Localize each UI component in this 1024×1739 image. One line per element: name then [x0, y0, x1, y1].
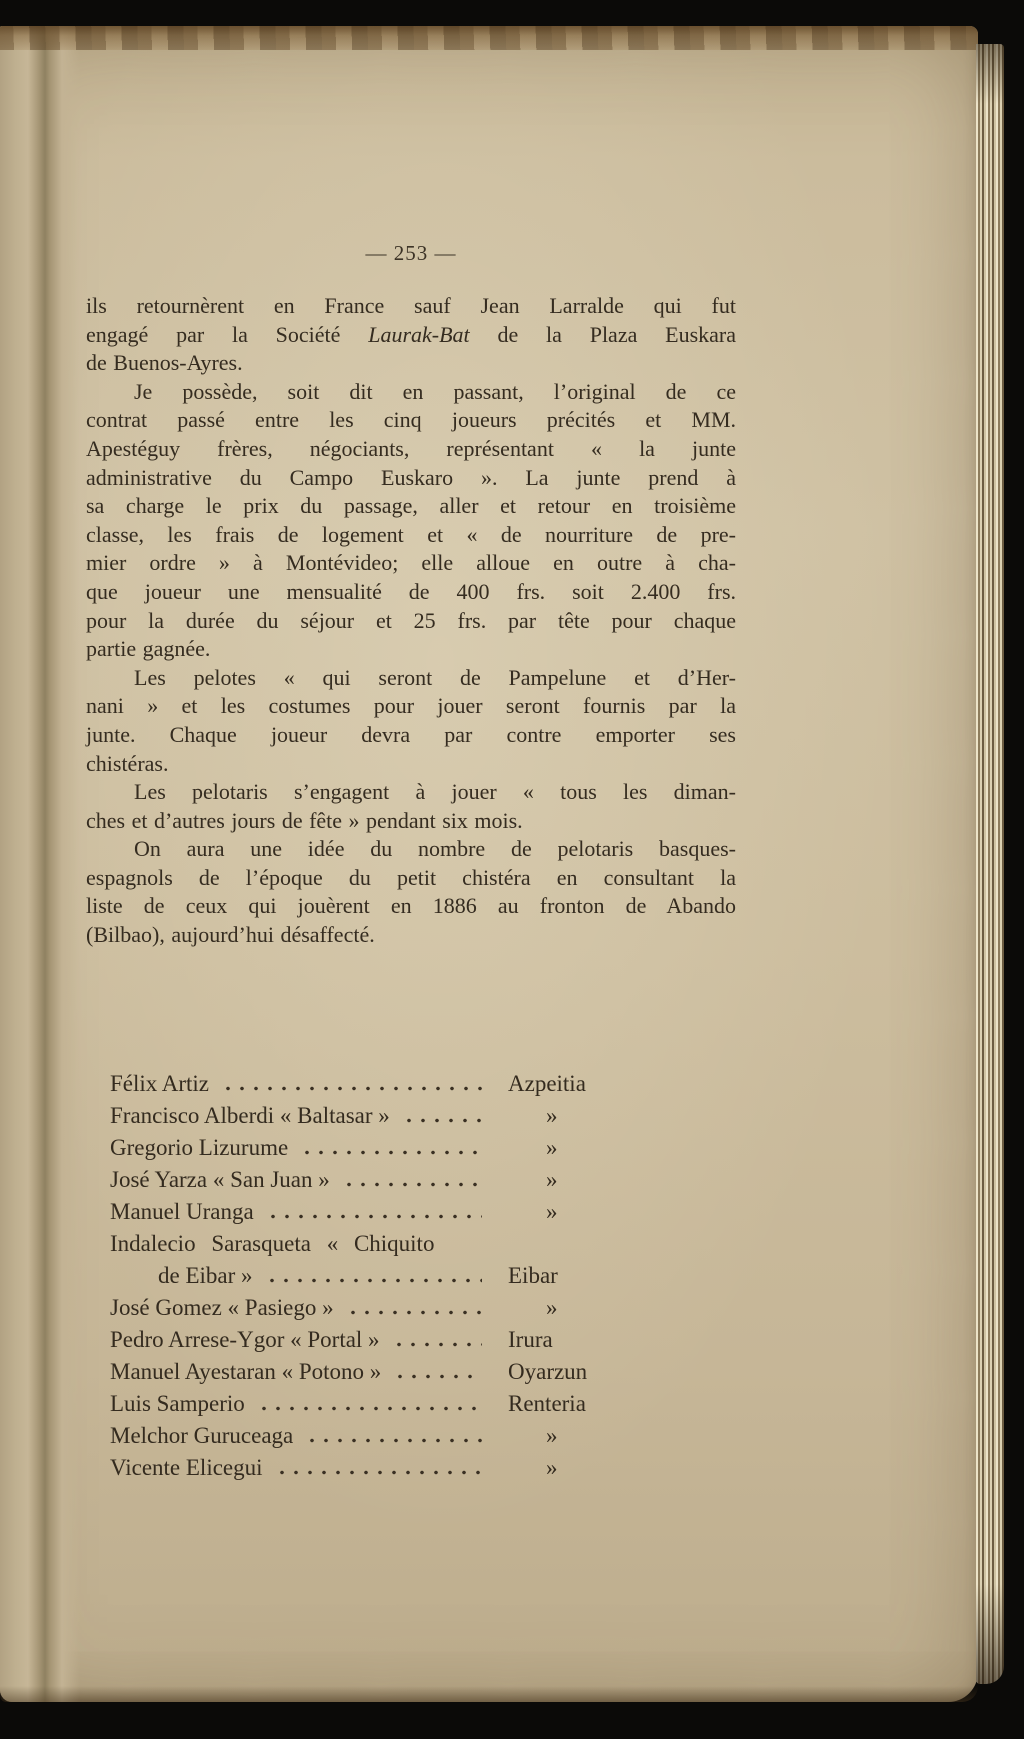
text-line: administrative du Campo Euskaro ». La junte prend à	[86, 464, 736, 490]
leader-dots	[221, 1068, 482, 1100]
player-list	[86, 1068, 676, 1484]
player-name: Gregorio Lizurume	[110, 1134, 289, 1160]
player-place: »	[546, 1294, 558, 1320]
text-line: (Bilbao), aujourd’hui désaffecté.	[86, 922, 375, 948]
text-line: Je possède, soit dit en passant, l’original de ce	[134, 378, 736, 404]
leader-dots	[346, 1292, 482, 1324]
page-gutter-fold	[0, 26, 80, 1702]
page-number: — 253 —	[365, 241, 457, 265]
player-place: »	[546, 1102, 558, 1128]
list-row	[110, 1164, 676, 1196]
player-place: »	[546, 1166, 558, 1192]
player-place: Irura	[508, 1326, 553, 1352]
player-name: Manuel Ayestaran « Potono »	[110, 1358, 382, 1384]
player-name: Pedro Arrese-Ygor « Portal »	[110, 1326, 380, 1352]
leader-dots	[266, 1196, 482, 1228]
body-text	[86, 292, 736, 950]
player-place: Oyarzun	[508, 1358, 588, 1384]
player-place: »	[546, 1134, 558, 1160]
text-line: Les pelotaris s’engagent à jouer « tous les diman-	[134, 779, 736, 805]
page-bottom-shade	[0, 1686, 978, 1702]
paragraph	[86, 664, 736, 778]
text-line: nani » et les costumes pour jouer seront fournis par la	[86, 693, 736, 719]
player-name: Manuel Uranga	[110, 1198, 254, 1224]
player-name: José Yarza « San Juan »	[110, 1166, 330, 1192]
list-row	[110, 1420, 676, 1452]
list-row	[110, 1292, 676, 1324]
list-row	[110, 1388, 676, 1420]
player-place: »	[546, 1454, 558, 1480]
player-name: Indalecio Sarasqueta « Chiquito	[110, 1230, 435, 1256]
text-segment: de la Plaza Euskara	[469, 321, 737, 347]
text-line: classe, les frais de logement et « de nourriture de pre-	[86, 521, 736, 547]
leader-dots	[402, 1100, 482, 1132]
player-name: Félix Artiz	[110, 1070, 210, 1096]
list-row	[110, 1132, 676, 1164]
player-place: Azpeitia	[508, 1070, 586, 1096]
leader-dots	[265, 1260, 482, 1292]
text-line: Apestéguy frères, négociants, représentant « la junte	[86, 435, 736, 461]
paragraph	[86, 378, 736, 664]
player-name: Melchor Guruceaga	[110, 1422, 294, 1448]
list-row	[110, 1196, 676, 1228]
leader-dots	[300, 1132, 482, 1164]
leader-dots	[392, 1324, 482, 1356]
text-line: ils retournèrent en France sauf Jean Larralde qui fut	[86, 293, 736, 318]
list-row	[110, 1068, 676, 1100]
list-row	[110, 1260, 676, 1292]
text-line: liste de ceux qui jouèrent en 1886 au fronton de Abando	[86, 893, 736, 919]
player-name: José Gomez « Pasiego »	[110, 1294, 334, 1320]
player-name: de Eibar »	[158, 1262, 253, 1288]
italic-text-segment: Laurak-Bat	[368, 321, 470, 347]
leader-dots	[275, 1452, 482, 1484]
list-row	[110, 1324, 676, 1356]
text-line: junte. Chaque joueur devra par contre emporter ses	[86, 721, 736, 747]
player-place: »	[546, 1422, 558, 1448]
text-line	[86, 321, 736, 350]
text-line: mier ordre » à Montévideo; elle alloue en outre à cha-	[86, 550, 736, 576]
text-segment: engagé par la Société	[86, 321, 369, 347]
text-line: Les pelotes « qui seront de Pampelune et d’Her-	[134, 664, 736, 690]
text-line: contrat passé entre les cinq joueurs précités et MM.	[86, 407, 736, 433]
paragraph	[86, 835, 736, 949]
player-place: Renteria	[508, 1390, 586, 1416]
page-top-deckle-edge	[0, 26, 978, 50]
leader-dots	[257, 1388, 482, 1420]
leader-dots	[305, 1420, 482, 1452]
text-line: partie gagnée.	[86, 636, 211, 662]
player-place: Eibar	[508, 1262, 558, 1288]
player-name: Francisco Alberdi « Baltasar »	[110, 1102, 390, 1128]
list-row	[110, 1356, 676, 1388]
leader-dots	[393, 1356, 482, 1388]
list-row	[110, 1100, 676, 1132]
player-name: Luis Samperio	[110, 1390, 245, 1416]
paragraph	[86, 778, 736, 835]
text-line: que joueur une mensualité de 400 frs. soit 2.400 frs.	[86, 578, 736, 604]
list-row	[110, 1228, 676, 1260]
player-place: »	[546, 1198, 558, 1224]
list-row	[110, 1452, 676, 1484]
text-line: On aura une idée du nombre de pelotaris basques-	[134, 836, 736, 862]
text-line: de Buenos-Ayres.	[86, 350, 243, 376]
player-name: Vicente Elicegui	[110, 1454, 263, 1480]
paragraph	[86, 292, 736, 378]
text-line: sa charge le prix du passage, aller et retour en troisième	[86, 493, 736, 519]
stacked-page-edges	[976, 44, 1004, 1684]
text-line: ches et d’autres jours de fête » pendant six mois.	[86, 807, 523, 833]
page-content	[86, 241, 736, 1484]
text-line: chistéras.	[86, 750, 169, 776]
text-line: espagnols de l’époque du petit chistéra en consultant la	[86, 864, 736, 890]
book-page	[0, 26, 978, 1702]
book-block-edge	[1004, 70, 1013, 1630]
leader-dots	[342, 1164, 482, 1196]
text-line: pour la durée du séjour et 25 frs. par tête pour chaque	[86, 607, 736, 633]
